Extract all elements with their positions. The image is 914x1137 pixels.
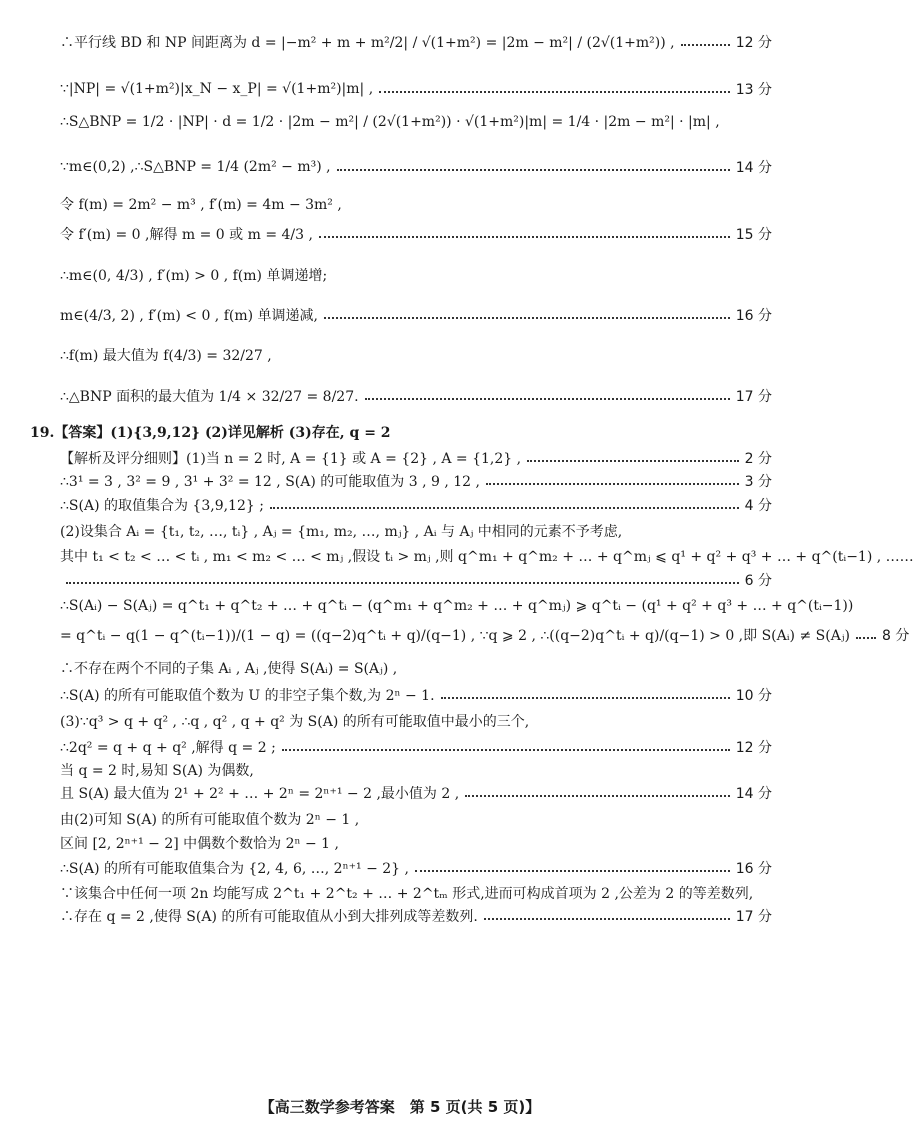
- solution-line: [60, 30, 772, 54]
- score-label: 10 分: [735, 688, 772, 704]
- solution-line: [60, 446, 772, 470]
- dot-leader: [486, 483, 739, 485]
- line-text: ∴f(m) 最大值为 f(4/3) = 32/27 ,: [60, 348, 272, 364]
- line-text: ∴S(A) 的所有可能取值集合为 {2, 4, 6, …, 2ⁿ⁺¹ − 2} ,: [60, 861, 409, 877]
- dot-leader: [365, 398, 730, 400]
- solution-line: [60, 192, 772, 216]
- score-label: 16 分: [735, 308, 772, 324]
- line-text: ∴△BNP 面积的最大值为 1/4 × 32/27 = 8/27.: [60, 389, 359, 405]
- page-footer: 【高三数学参考答案 第 5 页(共 5 页)】: [259, 1098, 541, 1116]
- solution-line: [60, 568, 772, 592]
- dot-leader: [66, 582, 739, 584]
- line-text: 由(2)可知 S(A) 的所有可能取值个数为 2ⁿ − 1 ,: [60, 812, 360, 828]
- solution-line: [60, 758, 772, 782]
- solution-line: [60, 155, 772, 179]
- dot-leader: [282, 749, 730, 751]
- dot-leader: [441, 697, 730, 699]
- dot-leader: [681, 44, 730, 46]
- dot-leader: [324, 317, 730, 319]
- score-label: 3 分: [744, 474, 772, 490]
- score-label: 12 分: [735, 35, 772, 51]
- dot-leader: [856, 637, 876, 639]
- score-label: 16 分: [735, 861, 772, 877]
- line-text: (3)∵q³ > q + q² , ∴q , q² , q + q² 为 S(A) 的所有可能取值中最小的三个,: [60, 714, 530, 730]
- line-text: 【解析及评分细则】(1)当 n = 2 时, A = {1} 或 A = {2} , A = {1,2} ,: [60, 451, 522, 467]
- dot-leader: [527, 460, 739, 462]
- line-text: ∴存在 q = 2 ,使得 S(A) 的所有可能取值从小到大排列成等差数列.: [60, 909, 478, 925]
- line-text: 区间 [2, 2ⁿ⁺¹ − 2] 中偶数个数恰为 2ⁿ − 1 ,: [60, 836, 339, 852]
- solution-line: [60, 110, 772, 134]
- solution-line: [60, 904, 772, 928]
- solution-line: [60, 735, 772, 759]
- line-text: 令 f′(m) = 0 ,解得 m = 0 或 m = 4/3 ,: [60, 227, 313, 243]
- solution-line: [60, 623, 910, 647]
- dot-leader: [484, 918, 730, 920]
- solution-line: [60, 303, 772, 327]
- score-label: 14 分: [735, 160, 772, 176]
- line-text: 且 S(A) 最大值为 2¹ + 2² + … + 2ⁿ = 2ⁿ⁺¹ − 2 ,最小值为 2 ,: [60, 786, 460, 802]
- score-label: 12 分: [735, 740, 772, 756]
- solution-line: [60, 807, 772, 831]
- line-text: ∴不存在两个不同的子集 Aᵢ , Aⱼ ,使得 S(Aᵢ) = S(Aⱼ) ,: [60, 661, 398, 677]
- line-text: ∴S△BNP = 1/2 · |NP| · d = 1/2 · |2m − m²| / (2√(1+m²)) · √(1+m²)|m| = 1/4 · |2m − m²| · |m| ,: [60, 114, 720, 130]
- score-label: 8 分: [881, 628, 910, 644]
- solution-line: [60, 222, 772, 246]
- solution-line: [60, 519, 772, 543]
- score-label: 4 分: [744, 498, 772, 514]
- solution-line: [60, 709, 772, 733]
- solution-line: [60, 831, 772, 855]
- score-label: 13 分: [735, 82, 772, 98]
- score-label: 15 分: [735, 227, 772, 243]
- line-text: 当 q = 2 时,易知 S(A) 为偶数,: [60, 763, 254, 779]
- score-label: 6 分: [744, 573, 772, 589]
- solution-line: [60, 263, 772, 287]
- score-label: 17 分: [735, 389, 772, 405]
- dot-leader: [319, 236, 730, 238]
- line-text: ∵m∈(0,2) ,∴S△BNP = 1/4 (2m² − m³) ,: [60, 159, 331, 175]
- solution-line: [60, 683, 772, 707]
- line-text: (2)设集合 Aᵢ = {t₁, t₂, …, tᵢ} , Aⱼ = {m₁, m₂, …, mⱼ} , Aᵢ 与 Aⱼ 中相同的元素不予考虑,: [60, 524, 623, 540]
- line-text: ∵|NP| = √(1+m²)|x_N − x_P| = √(1+m²)|m| ,: [60, 81, 374, 97]
- line-text: ∴2q² = q + q + q² ,解得 q = 2 ;: [60, 740, 276, 756]
- dot-leader: [270, 507, 739, 509]
- line-text: 令 f(m) = 2m² − m³ , f′(m) = 4m − 3m² ,: [60, 197, 342, 213]
- line-text: ∵该集合中任何一项 2n 均能写成 2^t₁ + 2^t₂ + … + 2^tₘ 形式,进而可构成首项为 2 ,公差为 2 的等差数列,: [60, 886, 754, 902]
- line-text: m∈(4/3, 2) , f′(m) < 0 , f(m) 单调递减,: [60, 308, 318, 324]
- line-text: ∴S(Aᵢ) − S(Aⱼ) = q^t₁ + q^t₂ + … + q^tᵢ − (q^m₁ + q^m₂ + … + q^mⱼ) ⩾ q^tᵢ − (q¹ + q² + q³ + … + q^(tᵢ−1)): [60, 598, 854, 614]
- line-text: = q^tᵢ − q(1 − q^(tᵢ−1))/(1 − q) = ((q−2)q^tᵢ + q)/(q−1) , ∵q ⩾ 2 , ∴((q−2)q^tᵢ + q)/(q−1) > 0 ,即 S(Aᵢ) ≠ S(Aⱼ): [60, 628, 850, 644]
- line-text: 19.【答案】(1){3,9,12} (2)详见解析 (3)存在, q = 2: [30, 425, 391, 441]
- solution-line: [60, 881, 772, 905]
- solution-line: [60, 493, 772, 517]
- solution-line: [60, 856, 772, 880]
- solution-line: [60, 594, 854, 618]
- solution-line: [30, 420, 742, 444]
- line-text: 其中 t₁ < t₂ < … < tᵢ , m₁ < m₂ < … < mⱼ ,假设 tᵢ > mⱼ ,则 q^m₁ + q^m₂ + … + q^mⱼ ⩽ q¹ + q² + q³ + … + q^(tᵢ−1) , ……: [60, 549, 914, 565]
- solution-line: [60, 544, 914, 568]
- solution-line: [60, 656, 772, 680]
- solution-line: [60, 343, 772, 367]
- score-label: 17 分: [735, 909, 772, 925]
- score-label: 14 分: [735, 786, 772, 802]
- solution-line: [60, 77, 772, 101]
- line-text: ∴3¹ = 3 , 3² = 9 , 3¹ + 3² = 12 , S(A) 的可能取值为 3 , 9 , 12 ,: [60, 474, 480, 490]
- solution-line: [60, 384, 772, 408]
- score-label: 2 分: [744, 451, 772, 467]
- line-text: ∴S(A) 的取值集合为 {3,9,12} ;: [60, 498, 264, 514]
- solution-line: [60, 469, 772, 493]
- line-text: ∴平行线 BD 和 NP 间距离为 d = |−m² + m + m²/2| / √(1+m²) = |2m − m²| / (2√(1+m²)) ,: [60, 35, 675, 51]
- solution-line: [60, 781, 772, 805]
- dot-leader: [465, 795, 730, 797]
- line-text: ∴S(A) 的所有可能取值个数为 U 的非空子集个数,为 2ⁿ − 1.: [60, 688, 435, 704]
- dot-leader: [415, 870, 730, 872]
- dot-leader: [379, 91, 730, 93]
- line-text: ∴m∈(0, 4/3) , f′(m) > 0 , f(m) 单调递增;: [60, 268, 328, 284]
- dot-leader: [337, 169, 730, 171]
